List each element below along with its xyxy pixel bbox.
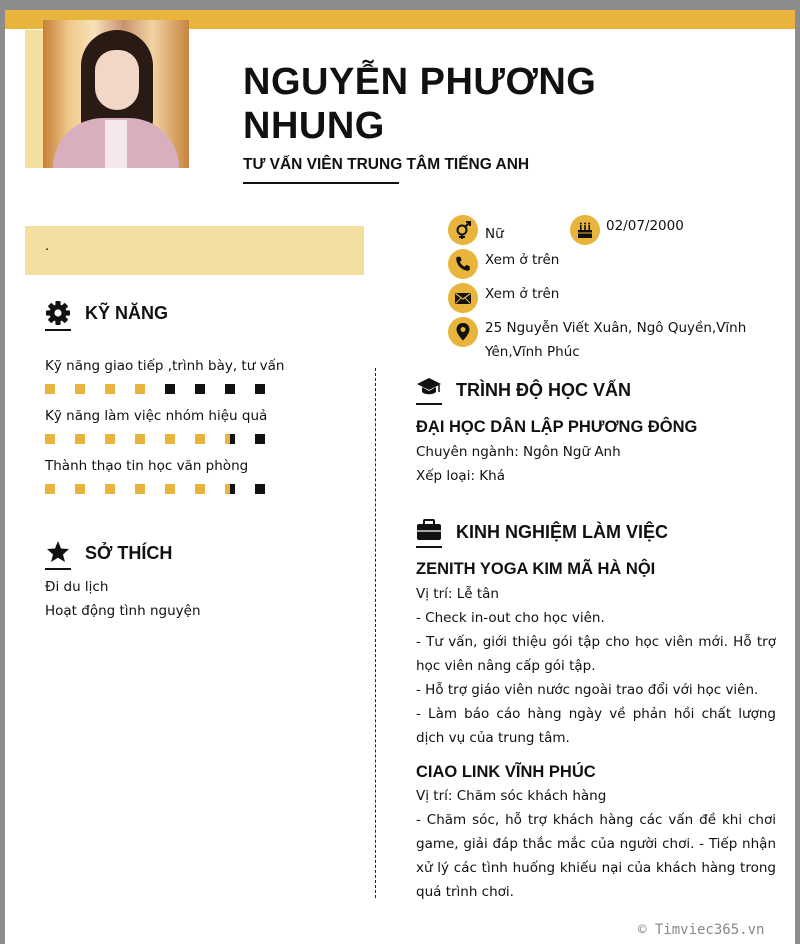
skill-dot — [75, 434, 85, 444]
birthday-value: 02/07/2000 — [606, 218, 684, 234]
job-duty: - Làm báo cáo hàng ngày về phản hồi chất lượng dịch vụ của trung tâm. — [416, 706, 776, 746]
skill-dot — [135, 434, 145, 444]
location-pin-icon — [448, 317, 478, 347]
skill-dot — [105, 434, 115, 444]
job-title-underline — [243, 182, 399, 184]
education-major: Chuyên ngành: Ngôn Ngữ Anh — [416, 444, 621, 460]
school-name: ĐẠI HỌC DÂN LẬP PHƯƠNG ĐÔNG — [416, 418, 698, 436]
education-rank: Xếp loại: Khá — [416, 468, 505, 484]
email-value: Xem ở trên — [485, 286, 560, 302]
skill-name: Thành thạo tin học văn phòng — [45, 458, 249, 474]
summary-text: . — [45, 239, 50, 254]
skill-dot — [195, 434, 205, 444]
skill-dot — [45, 484, 55, 494]
skill-dot — [75, 384, 85, 394]
skill-dot — [165, 384, 175, 394]
gender-value: Nữ — [485, 226, 504, 242]
job-title: TƯ VẤN VIÊN TRUNG TÂM TIẾNG ANH — [243, 156, 530, 173]
job-position: Vị trí: Lễ tân — [416, 586, 499, 602]
skill-name: Kỹ năng làm việc nhóm hiệu quả — [45, 408, 268, 424]
profile-photo — [43, 20, 189, 168]
skill-dot — [105, 384, 115, 394]
graduation-cap-icon — [416, 376, 442, 402]
footer-watermark: © Timviec365.vn — [638, 922, 765, 938]
company-name: CIAO LINK VĨNH PHÚC — [416, 763, 596, 781]
job-duty: - Hỗ trợ giáo viên nước ngoài trao đổi với học viên. — [416, 682, 759, 698]
skill-dot — [225, 434, 235, 444]
hobbies-title: SỞ THÍCH — [85, 543, 173, 563]
hobbies-icon-underline — [45, 568, 71, 570]
skill-dot — [165, 434, 175, 444]
skill-dot — [45, 384, 55, 394]
job-position: Vị trí: Chăm sóc khách hàng — [416, 788, 607, 804]
job-duty: - Check in-out cho học viên. — [416, 610, 605, 626]
hobby-item: Hoạt động tình nguyện — [45, 603, 201, 619]
company-name: ZENITH YOGA KIM MÃ HÀ NỘI — [416, 560, 656, 578]
gear-icon — [45, 300, 71, 330]
phone-value: Xem ở trên — [485, 252, 560, 268]
phone-icon — [448, 249, 478, 279]
skill-dot — [105, 484, 115, 494]
skill-dot — [135, 384, 145, 394]
summary-box — [25, 226, 364, 275]
resume-page — [5, 10, 795, 944]
address-line-2: Yên,Vĩnh Phúc — [485, 344, 580, 360]
gender-icon — [448, 215, 478, 245]
skill-dot — [255, 484, 265, 494]
experience-icon-underline — [416, 546, 442, 548]
birthday-cake-icon — [570, 215, 600, 245]
skill-dot — [225, 384, 235, 394]
skill-dot — [195, 384, 205, 394]
skills-icon-underline — [45, 329, 71, 331]
briefcase-icon — [416, 518, 442, 546]
skill-dot — [135, 484, 145, 494]
hobby-item: Đi du lịch — [45, 579, 109, 595]
star-icon — [46, 540, 70, 567]
skill-dot — [165, 484, 175, 494]
skill-dot — [45, 434, 55, 444]
skill-dot — [75, 484, 85, 494]
education-title: TRÌNH ĐỘ HỌC VẤN — [456, 380, 631, 400]
candidate-name: NGUYỄN PHƯƠNG NHUNG — [243, 61, 597, 147]
skill-dot — [225, 484, 235, 494]
address-line-1: 25 Nguyễn Viết Xuân, Ngô Quyền,Vĩnh — [485, 320, 747, 336]
skill-dot — [255, 384, 265, 394]
email-icon — [448, 283, 478, 313]
skills-title: KỸ NĂNG — [85, 303, 169, 323]
job-duty: - Tư vấn, giới thiệu gói tập cho học viên mới. Hỗ trợ học viên nâng cấp gói tập. — [416, 634, 776, 674]
job-duty: - Chăm sóc, hỗ trợ khách hàng các vấn đề khi chơi game, giải đáp thắc mắc của người chơi. - Tiếp nhận xử lý các tình huống khiếu nại của khách hàng trong quá trình chơi. — [416, 812, 776, 900]
column-divider — [375, 368, 376, 898]
experience-title: KINH NGHIỆM LÀM VIỆC — [456, 522, 669, 542]
skill-name: Kỹ năng giao tiếp ,trình bày, tư vấn — [45, 358, 285, 374]
skill-dot — [195, 484, 205, 494]
education-icon-underline — [416, 403, 442, 405]
skill-dot — [255, 434, 265, 444]
